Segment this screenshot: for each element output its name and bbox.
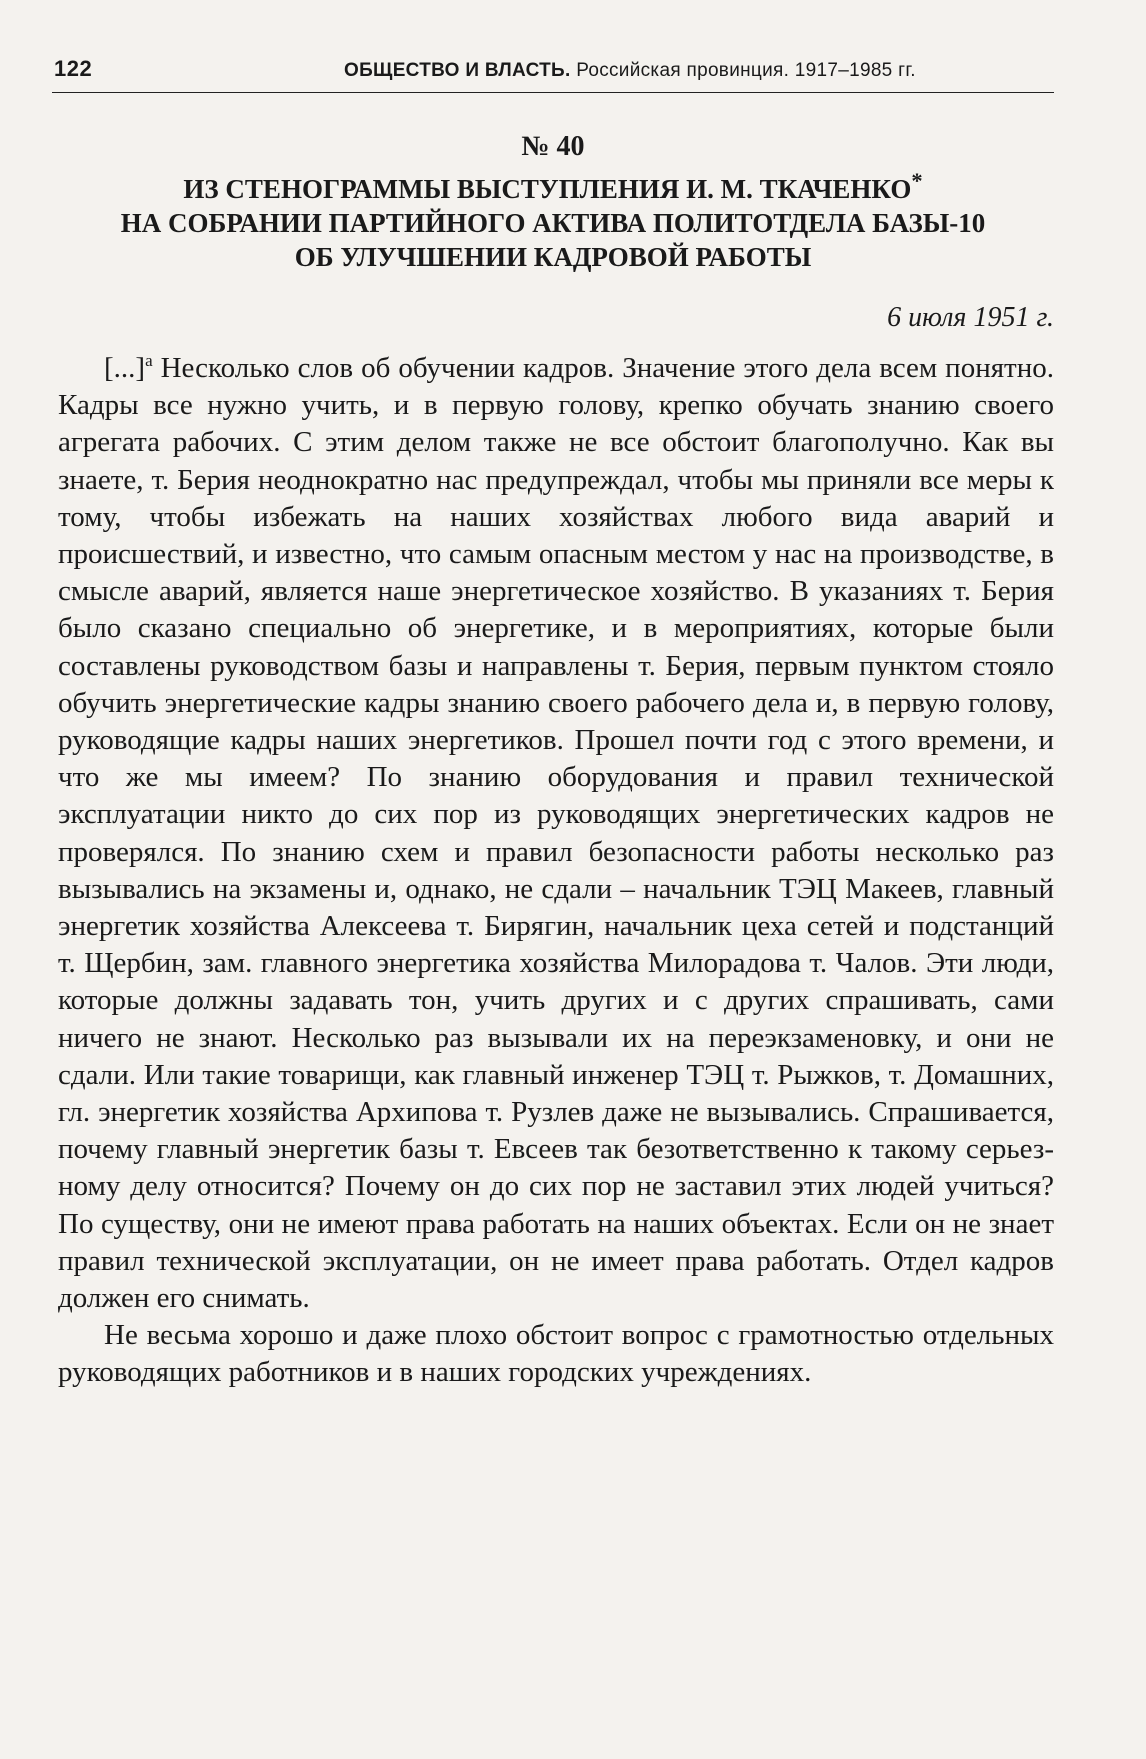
page-number: 122 xyxy=(54,56,93,81)
paragraph-1-text: Несколько слов об обучении кадров. Значение этого дела всем понятно. Кадры все нужно учить, и в первую голову, крепко обучать знанию своего агрегата рабочих. С этим делом также не все обстоит благополучно. Как вы знаете, т. Берия неоднократно нас предупреждал, чтобы мы приняли все меры к тому, чтобы избежать на наших хозяйствах любого вида аварий и происшествий, и известно, что самым опасным местом у нас на производстве, в смысле аварий, является наше энергетическое хозяйство. В указаниях т. Берия было сказано специально об энергетике, и в мероприятиях, которые были составлены руководством базы и направлены т. Берия, первым пунктом стояло обучить энергетические кадры знанию своего рабочего дела и, в первую голову, руководящие кадры наших энергетиков. Прошел почти год с этого времени, и что же мы имеем? По знанию оборудования и правил технической эксплуатации никто до сих пор из руководящих энергетических кадров не проверялся. По знанию схем и правил безопасности работы несколько раз вызывались на экзамены и, однако, не сдали – начальник ТЭЦ Макеев, главный энергетик хозяйства Алексеева т. Бирягин, начальник цеха сетей и подстанций т. Щербин, зам. главного энергетика хозяйства Милорадова т. Чалов. Эти люди, которые должны задавать тон, учить других и с других спрашивать, сами ничего не знают. Несколько раз вызывали их на переэкзаменовку, и они не сдали. Или такие товарищи, как главный инженер ТЭЦ т. Рыжков, т. Домашних, гл. энергетик хозяйства Архипова т. Рузлев даже не вызывались. Спрашивается, почему главный энергетик базы т. Евсеев так безответственно к такому серьезному делу относится? Почему он до сих пор не заставил этих людей учиться? По существу, они не имеют права работать на наших объектах. Если он не знает правил технической эксплуатации, он не имеет права работать. Отдел кадров должен его снимать. xyxy=(58,352,1054,1315)
paragraph-1 xyxy=(58,350,1054,1317)
document-number: № 40 xyxy=(521,131,585,162)
paragraph-2: Не весьма хорошо и даже плохо обстоит вопрос с грамотностью отдельных руководящих работников и в наших городских учреждениях. xyxy=(58,1319,1054,1389)
footnote-mark: а xyxy=(145,351,153,370)
page-header xyxy=(52,54,1054,93)
document-date: 6 июля 1951 г. xyxy=(887,302,1054,333)
running-title-main: ОБЩЕСТВО И ВЛАСТЬ. xyxy=(344,60,571,81)
running-title xyxy=(344,60,916,82)
document-title-line-2: НА СОБРАНИИ ПАРТИЙНОГО АКТИВА ПОЛИТОТДЕЛА БАЗЫ-10 xyxy=(120,208,986,238)
document-title-line-1 xyxy=(52,164,1054,206)
omission-mark: [...] xyxy=(104,352,146,384)
document-title-line-1-text: ИЗ СТЕНОГРАММЫ ВЫСТУПЛЕНИЯ И. М. ТКАЧЕНКО xyxy=(183,174,912,204)
running-title-sub: Российская провинция. 1917–1985 гг. xyxy=(576,60,916,81)
document-title-line-3: ОБ УЛУЧШЕНИИ КАДРОВОЙ РАБОТЫ xyxy=(294,242,812,272)
body-text xyxy=(58,350,1054,1392)
title-asterisk: * xyxy=(911,168,923,193)
document-heading xyxy=(52,130,1054,274)
